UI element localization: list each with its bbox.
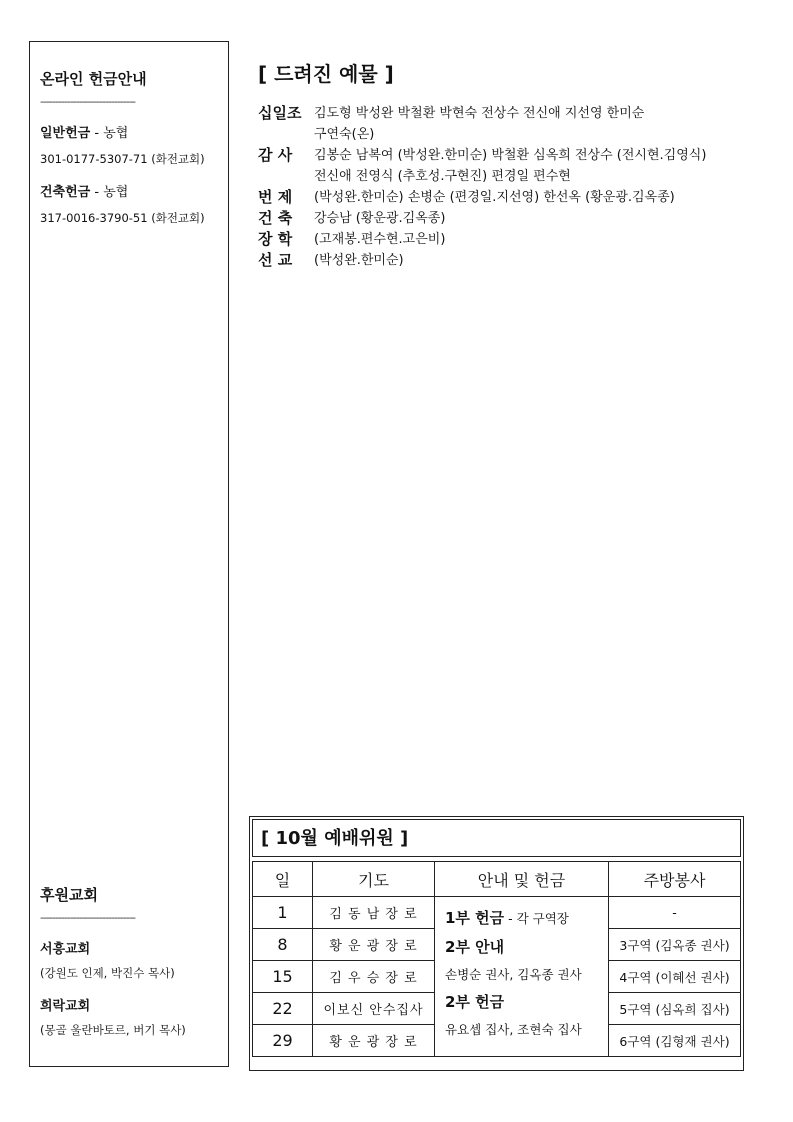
second-guide-value: 손병순 권사, 김옥종 권사	[445, 967, 582, 982]
day-cell: 22	[253, 993, 313, 1025]
second-offering-label: 2부 헌금	[445, 993, 505, 1011]
offerings-list	[258, 103, 758, 271]
offerings-title: [ 드려진 예물 ]	[258, 62, 394, 86]
offering-row	[258, 103, 758, 145]
church-desc: (몽골 울란바토르, 버기 목사)	[40, 1023, 186, 1037]
offering-names: (박성완.한미순)	[314, 253, 404, 268]
divider: --------------------------------	[40, 95, 136, 108]
offering-names: 김도형 박성완 박철환 박현숙 전상수 전신애 지선영 한미순 구연숙(온)	[314, 106, 645, 142]
account-general-name: 일반헌금 - 농협	[40, 126, 129, 141]
offering-names: 강승남 (황운광.김옥종)	[314, 211, 446, 226]
header-usher: 안내 및 헌금	[435, 862, 609, 897]
day-cell: 8	[253, 929, 313, 961]
worship-title: [ 10월 예배위원 ]	[252, 819, 741, 857]
offering-row	[258, 229, 758, 250]
worship-committee-box	[249, 816, 744, 1071]
prayer-cell: 김 우 승 장 로	[313, 961, 435, 993]
kitchen-cell: 3구역 (김옥종 권사)	[609, 929, 741, 961]
offering-row	[258, 208, 758, 229]
church-name: 희락교회	[40, 999, 91, 1014]
account-building-name: 건축헌금 - 농협	[40, 185, 129, 200]
offering-names: (고재봉.편수현.고은비)	[314, 232, 446, 247]
offering-names: 김봉순 남복여 (박성완.한미순) 박철환 심옥희 전상수 (전시현.김영식) 전신애 전영식 (추호성.구현진) 편경일 편수현	[314, 148, 707, 184]
offering-label: 감 사	[258, 146, 293, 164]
prayer-cell: 황 운 광 장 로	[313, 929, 435, 961]
day-cell: 29	[253, 1025, 313, 1057]
offering-row	[258, 145, 758, 187]
second-guide-label: 2부 안내	[445, 938, 505, 956]
account-general-number: 301-0177-5307-71 (화전교회)	[40, 152, 205, 166]
day-cell: 15	[253, 961, 313, 993]
offering-row	[258, 250, 758, 271]
offering-row	[258, 187, 758, 208]
prayer-cell: 이보신 안수집사	[313, 993, 435, 1025]
day-cell: 1	[253, 897, 313, 929]
prayer-cell: 황 운 광 장 로	[313, 1025, 435, 1057]
first-offering: 1부 헌금 - 각 구역장	[445, 909, 569, 927]
usher-offering-cell	[435, 897, 609, 1057]
divider: --------------------------------	[40, 911, 136, 924]
worship-table	[252, 861, 741, 1057]
offering-label: 번 제	[258, 188, 293, 206]
kitchen-cell: 5구역 (심옥희 집사)	[609, 993, 741, 1025]
support-churches	[40, 884, 220, 1038]
table-row	[253, 897, 741, 929]
header-day: 일	[253, 862, 313, 897]
church-name: 서흥교회	[40, 942, 91, 957]
offering-label: 건 축	[258, 209, 293, 227]
account-building-number: 317-0016-3790-51 (화전교회)	[40, 211, 205, 225]
second-offering-value: 유요셉 집사, 조현숙 집사	[445, 1022, 582, 1037]
table-header-row	[253, 862, 741, 897]
support-title: 후원교회	[40, 886, 98, 904]
offering-label: 십일조	[258, 104, 302, 122]
kitchen-cell: 4구역 (이혜선 권사)	[609, 961, 741, 993]
kitchen-cell: 6구역 (김형재 권사)	[609, 1025, 741, 1057]
prayer-cell: 김 동 남 장 로	[313, 897, 435, 929]
sidebar-panel	[29, 41, 229, 1067]
church-desc: (강원도 인제, 박진수 목사)	[40, 966, 175, 980]
offering-names: (박성완.한미순) 손병순 (편경일.지선영) 한선옥 (황운광.김옥종)	[314, 190, 675, 205]
header-prayer: 기도	[313, 862, 435, 897]
offering-label: 장 학	[258, 230, 293, 248]
kitchen-cell: -	[609, 897, 741, 929]
online-offering-title: 온라인 헌금안내	[40, 70, 147, 88]
header-kitchen: 주방봉사	[609, 862, 741, 897]
offering-label: 선 교	[258, 251, 293, 269]
